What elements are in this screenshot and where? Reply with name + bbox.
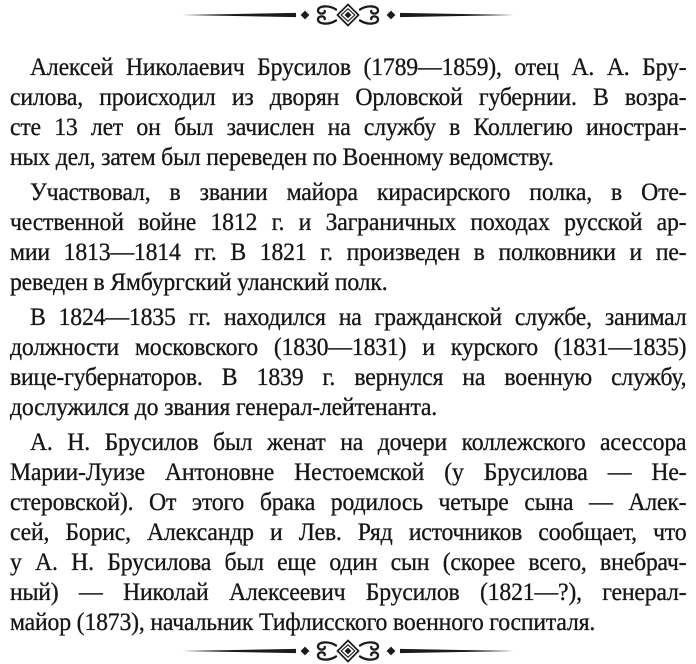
right-rule [400, 13, 514, 17]
text-line: мии 1813—1814 гг. В 1821 г. произведен в полковники и пе- [10, 239, 687, 266]
text-line: майор (1873), начальник Тифлисского военного госпиталя. [10, 609, 596, 636]
left-scroll-icon [318, 642, 336, 659]
left-rule [182, 13, 296, 17]
text-line: А. Н. Брусилов был женат на дочери коллежского асессора [29, 429, 687, 456]
right-diamond-icon [387, 647, 396, 656]
text-line: вице-губернаторов. В 1839 г. вернулся на военную службу, [10, 364, 687, 391]
paragraph [10, 428, 686, 638]
text-line: Алексей Николаевич Брусилов (1789—1859), отец А. А. Бру- [29, 54, 687, 81]
text-line: должности московского (1830—1831) и курского (1831—1835) [10, 334, 687, 361]
text-line: чественной войне 1812 г. и Заграничных походах русской ар- [10, 209, 687, 236]
text-line: сте 13 лет он был зачислен на службу в Коллегию иностран- [10, 114, 687, 141]
text-line: дослужился до звания генерал-лейтенанта. [10, 394, 438, 421]
text-line: силова, происходил из дворян Орловской губернии. В возра- [10, 84, 687, 111]
left-diamond-icon [301, 647, 310, 656]
body-text [10, 53, 686, 638]
paragraph [10, 53, 686, 173]
rosette-icon [338, 641, 359, 662]
text-line: стеровской). От этого брака родилось четыре сына — Алек- [10, 489, 687, 516]
fleuron-divider-icon [178, 2, 518, 28]
text-line: сей, Борис, Александр и Лев. Ряд источников сообщает, что [10, 519, 687, 546]
right-diamond-icon [387, 11, 396, 20]
left-diamond-icon [301, 11, 310, 20]
right-rule [400, 649, 514, 653]
text-line: В 1824—1835 гг. находился на гражданской службе, занимал [29, 304, 687, 331]
paragraph [10, 303, 686, 423]
left-scroll-icon [318, 6, 336, 23]
right-scroll-icon [360, 642, 378, 659]
text-line: ный) — Николай Алексеевич Брусилов (1821—?), генерал- [10, 579, 687, 606]
fleuron-divider-icon [178, 638, 518, 664]
text-line: Марии-Луизе Антоновне Нестоемской (у Брусилова — Не- [10, 459, 687, 486]
rosette-icon [338, 5, 359, 26]
paragraph [10, 178, 686, 298]
text-line: реведен в Ямбургский уланский полк. [10, 269, 388, 296]
text-line: Участвовал, в звании майора кирасирского полка, в Оте- [29, 179, 687, 206]
left-rule [182, 649, 296, 653]
text-line: у А. Н. Брусилова был еще один сын (скорее всего, внебрач- [10, 549, 687, 576]
text-line: ных дел, затем был переведен по Военному ведомству. [10, 144, 554, 171]
right-scroll-icon [360, 6, 378, 23]
